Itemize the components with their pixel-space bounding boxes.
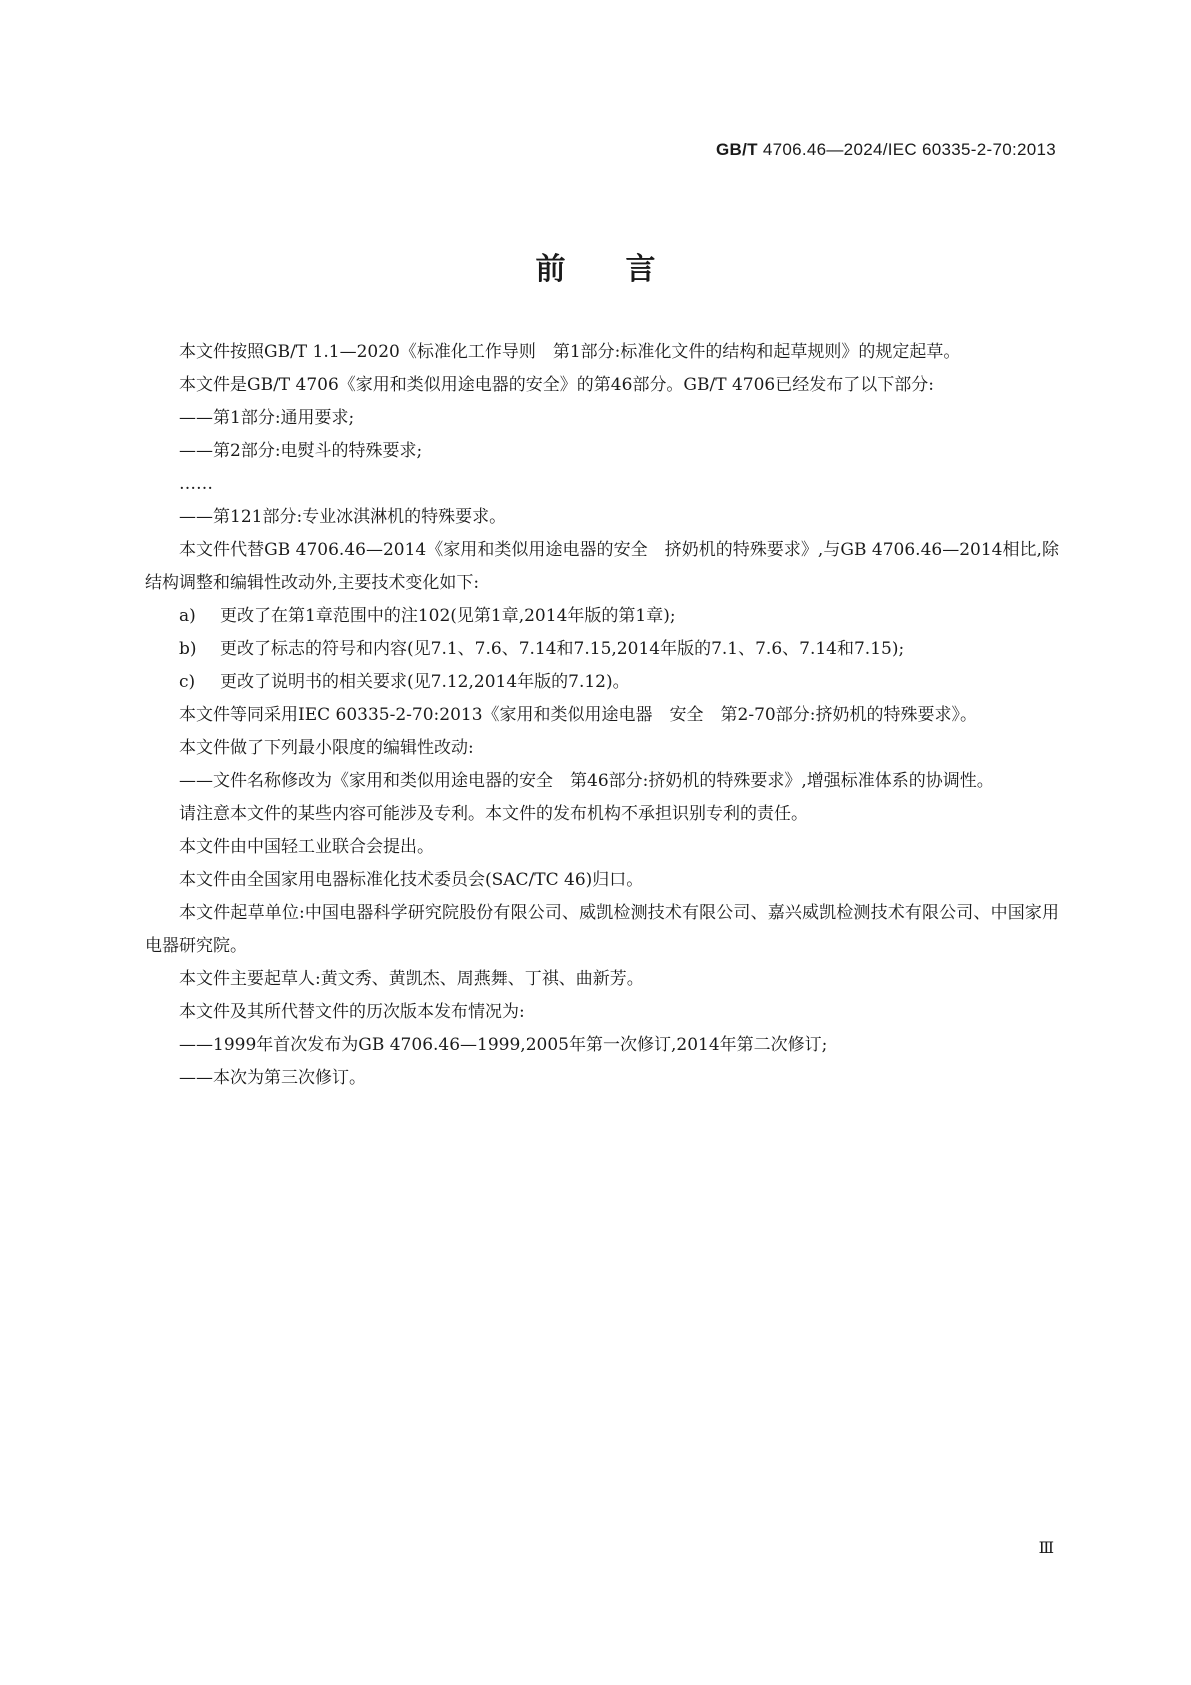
change-item: [145, 666, 1059, 699]
paragraph: 本文件代替GB 4706.46—2014《家用和类似用途电器的安全 挤奶机的特殊要求》,与GB 4706.46—2014相比,除结构调整和编辑性改动外,主要技术变化如下:: [145, 540, 1059, 593]
change-text: 更改了标志的符号和内容(见7.1、7.6、7.14和7.15,2014年版的7.1、7.6、7.14和7.15);: [220, 639, 905, 659]
change-item: [145, 633, 1059, 666]
paragraph: 请注意本文件的某些内容可能涉及专利。本文件的发布机构不承担识别专利的责任。: [179, 804, 808, 824]
paragraph: 本文件主要起草人:黄文秀、黄凯杰、周燕舞、丁祺、曲新芳。: [179, 969, 644, 989]
paragraph: 本文件是GB/T 4706《家用和类似用途电器的安全》的第46部分。GB/T 4706已经发布了以下部分:: [179, 375, 934, 395]
change-label: c): [179, 672, 196, 692]
list-item: ——1999年首次发布为GB 4706.46—1999,2005年第一次修订,2014年第二次修订;: [179, 1035, 828, 1055]
change-text: 更改了在第1章范围中的注102(见第1章,2014年版的第1章);: [220, 606, 676, 626]
list-item: ——第1部分:通用要求;: [179, 408, 355, 428]
paragraph: 本文件起草单位:中国电器科学研究院股份有限公司、威凯检测技术有限公司、嘉兴威凯检测技术有限公司、中国家用电器研究院。: [145, 903, 1059, 956]
paragraph: 本文件由全国家用电器标准化技术委员会(SAC/TC 46)归口。: [179, 870, 644, 890]
page-number: Ⅲ: [1038, 1538, 1054, 1557]
paragraph: 本文件及其所代替文件的历次版本发布情况为:: [179, 1002, 525, 1022]
paragraph: 本文件由中国轻工业联合会提出。: [179, 837, 434, 857]
page-title: 前言: [535, 252, 716, 287]
standard-code-header: [716, 140, 1056, 160]
list-item: ——本次为第三次修订。: [179, 1068, 366, 1088]
standard-code-prefix: GB/T: [716, 140, 758, 159]
foreword-body: [145, 336, 1059, 1095]
change-label: b): [179, 639, 197, 659]
change-item: [145, 600, 1059, 633]
change-text: 更改了说明书的相关要求(见7.12,2014年版的7.12)。: [220, 672, 630, 692]
list-item: ——第121部分:专业冰淇淋机的特殊要求。: [179, 507, 507, 527]
paragraph: 本文件按照GB/T 1.1—2020《标准化工作导则 第1部分:标准化文件的结构和起草规则》的规定起草。: [179, 342, 961, 362]
paragraph: 本文件等同采用IEC 60335-2-70:2013《家用和类似用途电器 安全 第2-70部分:挤奶机的特殊要求》。: [179, 705, 977, 725]
list-item: ——第2部分:电熨斗的特殊要求;: [179, 441, 423, 461]
change-label: a): [179, 606, 196, 626]
list-item: ——文件名称修改为《家用和类似用途电器的安全 第46部分:挤奶机的特殊要求》,增强标准体系的协调性。: [179, 771, 994, 791]
ellipsis: ……: [179, 474, 213, 494]
paragraph: 本文件做了下列最小限度的编辑性改动:: [179, 738, 474, 758]
standard-code-number: 4706.46—2024/IEC 60335-2-70:2013: [757, 140, 1056, 159]
